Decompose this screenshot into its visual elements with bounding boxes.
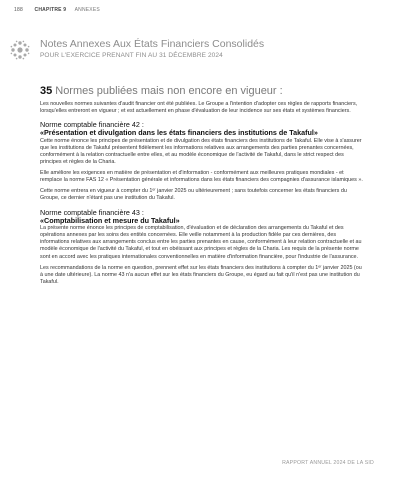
chapter-label: CHAPITRE 9 [34,7,67,13]
document-title: Notes Annexes Aux États Financiers Consolidés [40,38,265,50]
norm-43-paragraph-2: Les recommandations de la norme en question, prennent effet sur les états financiers des institutions à compter du 1ᵉʳ janvier 2025 (ou à une date ultérieure). La norme 43 n'a aucun effet sur les états financiers du Groupe, eu égard au fait qu'il n'est pas une institution du Takaful. [40,264,362,285]
norm-43-heading [40,209,365,226]
norm-42-paragraph-2: Elle améliore les exigences en matière de présentation et d'information - conformément aux meilleures pratiques mondiales - et remplace la norme FAS 12 « Présentation générale et informations dans les états financiers des compagnies d'assurance islamiques ». [40,170,363,184]
norm-42-paragraph-1: Cette norme énonce les principes de présentation et de divulgation des états financiers des institutions de Takaful. Elle vise à s'assurer que les institutions de Takaful présentent fidèlement les informations relatives aux arrangements des parties prenantes concernées, conformément à la relation contractuelle entre elles, et au modèle économique de l'activité de Takaful, dans le strict respect des principes et règles de la Charia. [40,137,362,166]
page-header [14,7,100,13]
norm-43-heading-line2: «Comptabilisation et mesure du Takaful» [40,215,180,225]
section-body [40,101,365,290]
norm-42-heading [40,121,365,138]
section-heading [40,85,283,97]
page-number: 188 [14,7,23,13]
section-label: ANNEXES [74,7,100,13]
norm-42-heading-line1: Norme comptable financière 42 : [40,120,144,130]
intro-paragraph: Les nouvelles normes suivantes d'audit financier ont été publiées. Le Groupe a l'intention d'adopter ces règles de rapports financiers, lorsqu'elles entreront en vigueur ; et est actuellement en phase d'évaluation de leur incidence sur ses états et systèmes financiers. [40,101,358,115]
norm-42-paragraph-3: Cette norme entrera en vigueur à compter du 1ᵉʳ janvier 2025 ou ultérieurement ; sans toutefois concerner les états financiers du Groupe, ce dernier n'étant pas une institution du Takaful. [40,188,347,202]
geometric-logo-icon [10,40,30,60]
document-subtitle: POUR L'EXERCICE PRENANT FIN AU 31 DÉCEMBRE 2024 [40,52,223,59]
norm-43-heading-line1: Norme comptable financière 43 : [40,207,144,217]
norm-43-paragraph-1: La présente norme énonce les principes de comptabilisation, d'évaluation et de déclaration des arrangements du Takaful et des opérations annexes par les soins des entités concernées. Elle veille notamment à la production fidèle par ces dernières, des informations relatives aux arrangements conclus entre les parties prenantes en cause, conformément à leur relation contractuelle et au modèle économique de l'activité du Takaful, et tout en obéissant aux principes et règles de la Charia. Les requis de la présente norme sont en accord avec les pratiques internationales conventionnelles en matière d'information financière, pour l'industrie de l'assurance. [40,225,362,260]
page-footer: RAPPORT ANNUEL 2024 DE LA SID [282,460,374,466]
norm-42-heading-line2: «Présentation et divulgation dans les états financiers des institutions de Takaful» [40,128,318,138]
section-title: Normes publiées mais non encore en vigueur : [55,85,283,97]
section-number: 35 [40,85,53,97]
